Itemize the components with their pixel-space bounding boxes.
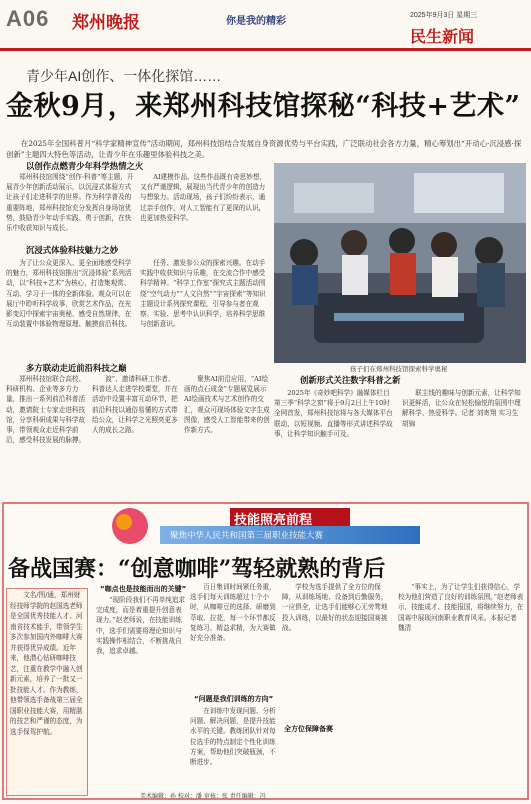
sidebar-text: 文名/图/通，郑州财经技师学院的赵国选老师是全国优秀技能人才、河南省技术能手，带领学生多次参加国内外咖啡大赛并获得优异成绩。近年来，他潜心钻研咖啡技艺，注重在教学中融入创新元素，培养了一批又一批技能人才。作为教练，他带领选手备战第三届全国职业技能大赛，用精湛的技艺和严谨的态度，为选手保驾护航。 [10,591,83,736]
page-number: A06 [6,6,50,31]
header-slogan: 你是我的精彩 [226,16,286,27]
body-column: 学校为选手提供了全方位的保障，从训练场地、设备到后勤服务，一应俱全，让选手们能够心无旁骛地投入训练，以最好的状态迎接国赛挑战。 [282,583,388,632]
body-column: 渡”、邀请科研工作者、科普达人走进学校课堂，并在活动中设置丰富互动环节，把前沿科技以通俗易懂的方式带给公众，让科学之光照亮更多人的成长之路。 [92,375,178,435]
headline: 金秋9月，来郑州科技馆探秘“科技+艺术” [6,91,521,122]
banner-subtitle: 聚焦中华人民共和国第三届职业技能大赛 [170,531,324,541]
body-column: 为了让公众更深入、更全面地感受科学的魅力，郑州科技馆推出“沉浸体验”系列活动，以“科技+艺术”为核心，打造集观赏、互动、学习于一体的全新体验。观众可以在展厅中聆听科学故事，欣赏艺术作品，在光影变幻中探索宇宙奥秘、感受自然规律，在互动装置中体验物理原理、触摸前沿科技。 [6,259,132,329]
body-column: 百日集训时间紧任务重，选手们每天训练超过十个小时，从咖啡豆的选择、研磨到萃取、拉花，每一个环节都反复练习、精益求精，为大赛做好充分准备。 [190,583,276,643]
kicker: 青少年AI创作、一体化探馆…… [26,68,222,84]
section-name: 民生新闻 [410,29,475,46]
body-column: “事实上，为了让学生们获得信心，学校为他们营造了良好的训练氛围。”赵老师表示，技能成才、技能报国，将继续努力，在国赛中展现河南职业教育风采。本报记者 魏清 [398,583,524,632]
body-column: 在训练中发现问题、分析问题、解决问题，是提升技能水平的关键。教练团队针对每位选手的特点制定个性化训练方案，帮助他们突破瓶颈，不断进步。 [190,707,276,767]
feature-banner [90,504,446,550]
subheading: 多方联动走近前沿科技之巅 [26,363,127,373]
subheading: 沉浸式体验科技魅力之妙 [26,245,119,255]
body-column: 聚焦AI前沿应用，“AI绘画的点石成金”专题展览展示AI绘画技术与艺术创作的交汇，观众可现场体验文字生成图像，感受人工智能带来的创作新方式。 [184,375,270,435]
body-column: 郑州科技馆联合高校、科研机构、企业等多方力量，推出一系列前沿科普活动，邀请院士专家走进科技馆，分享科研成果与科学故事，带领观众走近科学前沿，感受科技发展的脉搏。 [6,375,86,445]
subheading: “问题是我们训练的方向” [194,695,274,703]
body-column: AI建模作品、这些作品既有奇思妙想，又有严谨逻辑，展现出当代青少年的创造力与想象力。活动现场，孩子们纷纷表示，通过亲手创作，对人工智能有了更深的认识，也更加热爱科学。 [140,173,267,222]
photo-caption: 孩子们在郑州科技馆探索科学奥秘 [350,365,448,373]
body-column: 2025年《奇妙吧科学》融媒体栏目第三季“科学之窗”将于9月2日上午10时全网首发，郑州科技馆将与各大媒体平台联动，以短视频、直播等形式讲述科学故事，让科学知识触手可及。 [274,389,393,438]
body-column: “现阶段我们不再单纯追求完成度，而是着重提升创意表现力。”赵老师说，在技能训练中，选手们需要将理论知识与实践操作相结合，不断挑战自我，追求卓越。 [96,596,186,656]
credits-line: 美术编辑：孙 校对：潘 审核：张 责任编辑：冯 [140,793,266,800]
lead-paragraph: 在2025年全国科普月“科学家精神宣传”活动期间，郑州科技馆结合发展自身资源优势与平台实践，广泛联动社会各方力量，精心筹划出“开动心·沉浸感·探创新”主题四大特色等活动，让青少年在乐趣里体验科技之美。 [6,139,522,159]
issue-date: 2025年9月3日 星期三 [410,12,478,19]
subheading: 全方位保障备赛 [284,725,333,733]
banner-title: 技能照亮前程 [234,513,313,528]
newspaper-name: 郑州晚报 [72,13,140,33]
news-photo [274,163,526,363]
headline-2: 备战国赛：“创意咖啡”驾轻就熟的背后 [8,556,386,582]
header-rule [0,48,531,51]
subheading: 以创作点燃青少年科学热情之火 [26,161,144,171]
body-column: 联主线的趣味与创新元素，让科学知识更鲜活，让公众在轻松愉悦的氛围中理解科学、热爱科学。记者 刘寄翔 实习生 胡锦 [402,389,521,428]
subheading: 创新形式关注数字科普之新 [300,375,401,385]
body-column: 任务、激发参公众的探索兴趣。在动手实践中收获知识与乐趣，在交流合作中感受科学精神。“科学工作室”探究式主题活动围绕“空气动力”“人文自然”“宇宙探索”等知识主题设计系列探究课程，引导参与者在观察、实验、思考中认识科学，培养科学思维与创新意识。 [140,259,266,329]
subheading: “咖点也是技能而出的关键” [100,585,187,593]
body-column: 郑州科技馆围绕“创作·科普”等主题，开展青少年创新活动展示，以沉浸式体验方式让孩子们走进科学的世界。作为科学普及的重要阵地，郑州科技馆充分发挥自身场馆优势，鼓励青少年动手实践、勇于创新，在快乐中收获知识与成长。 [6,173,134,233]
